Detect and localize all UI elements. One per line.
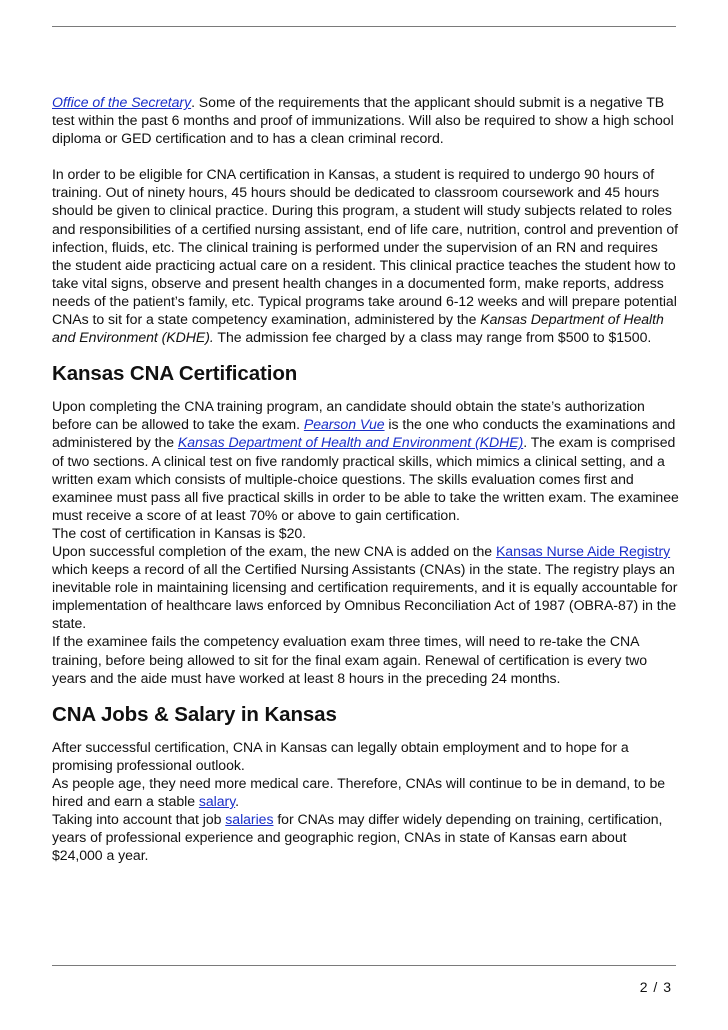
heading-kansas-cna-certification: Kansas CNA Certification bbox=[52, 362, 298, 386]
admission-fee-text: The admission fee charged by a class may range from $500 to $1500. bbox=[213, 329, 652, 346]
paragraph-salaries bbox=[52, 810, 680, 864]
requirements-text: . Some of the requirements that the applicant should submit is a negative TB test within the past 6 months and proof of immunizations. Will also be required to show a high school diploma or GED certification and to has a clean criminal record. bbox=[52, 94, 674, 147]
training-text: In order to be eligible for CNA certification in Kansas, a student is required to undergo 90 hours of training. Out of ninety hours, 45 hours should be dedicated to classroom coursework and 45 hours should be given to clinical practice. During this program, a student will study subjects related to roles and responsibilities of a certified nursing assistant, end of life care, nutrition, control and prevention of infection, fluids, etc. The clinical training is performed under the supervision of an RN and requires the student aide practicing actual care on a resident. This clinical practice teaches the student how to take vital signs, observe and present health changes in a documented form, make reports, address needs of the patient’s family, etc. Typical programs take around 6-12 weeks and will prepare potential CNAs to sit for a state competency examination, administered by the bbox=[52, 166, 678, 328]
link-pearson-vue[interactable]: Pearson Vue bbox=[303, 416, 385, 433]
demand-period: . bbox=[235, 793, 240, 809]
heading-gap bbox=[52, 386, 680, 397]
salaries-text-a: Taking into account that job bbox=[52, 811, 226, 828]
demand-text: As people age, they need more medical care. Therefore, CNAs will continue to be in demand, to be hired and earn a stable bbox=[52, 774, 666, 809]
heading-cna-jobs-salary: CNA Jobs & Salary in Kansas bbox=[52, 702, 337, 726]
paragraph-cost: The cost of certification in Kansas is $20. bbox=[52, 524, 307, 541]
link-kansas-nurse-aide-registry[interactable]: Kansas Nurse Aide Registry bbox=[495, 542, 671, 559]
footer-rule bbox=[52, 965, 676, 966]
paragraph-gap bbox=[52, 147, 680, 165]
page-body bbox=[52, 93, 680, 864]
header-rule bbox=[52, 26, 676, 27]
cert-text-a: Upon completing the CNA training program, an candidate should obtain the state’s authorization before can be allowed to take the exam. bbox=[52, 398, 645, 433]
registry-text-a: Upon successful completion of the exam, the new CNA is added on the bbox=[52, 542, 496, 559]
paragraph-employment: After successful certification, CNA in Kansas can legally obtain employment and to hope for a promising professional outlook. bbox=[52, 738, 629, 773]
page-number: 2 / 3 bbox=[639, 979, 672, 995]
link-salary[interactable]: salary bbox=[198, 793, 236, 809]
registry-text-b: which keeps a record of all the Certified Nursing Assistants (CNAs) in the state. The registry plays an inevitable role in maintaining licensing and certification requirements, and it is equally accountable for implementation of healthcare laws enforced by Omnibus Reconciliation Act of 1987 (OBRA-87) in the state. bbox=[52, 561, 678, 632]
link-salaries[interactable]: salaries bbox=[225, 811, 274, 828]
section-gap bbox=[52, 346, 680, 362]
paragraph-certification bbox=[52, 397, 680, 524]
paragraph-registry bbox=[52, 542, 680, 632]
kdhe-italic-text: Kansas Department of Health and Environment (KDHE). bbox=[52, 311, 664, 346]
cert-text-c: . The exam is comprised of two sections. A clinical test on five randomly practical skills, which mimics a clinical setting, and a written exam which consists of multiple-choice questions. The skills evaluation comes first and examinee must pass all five practical skills in order to be able to take the written exam. The examinee must receive a score of at least 70% or above to gain certification. bbox=[52, 434, 679, 523]
paragraph-demand bbox=[52, 774, 680, 810]
cert-text-b: is the one who conducts the examinations and administered by the bbox=[52, 416, 676, 451]
salaries-text-b: for CNAs may differ widely depending on training, certification, years of professional experience and geographic region, CNAs in state of Kansas earn about $24,000 a year. bbox=[52, 811, 663, 864]
section-gap bbox=[52, 687, 680, 703]
link-kdhe[interactable]: Kansas Department of Health and Environment (KDHE) bbox=[177, 434, 524, 451]
paragraph-renewal: If the examinee fails the competency evaluation exam three times, will need to re-take the CNA training, before being allowed to sit for the final exam again. Renewal of certification is every two years and the aide must have worked at least 8 hours in the preceding 24 months. bbox=[52, 633, 648, 686]
paragraph-requirements bbox=[52, 93, 680, 147]
heading-gap bbox=[52, 727, 680, 738]
link-office-of-the-secretary[interactable]: Office of the Secretary bbox=[52, 94, 192, 110]
paragraph-training bbox=[52, 165, 680, 346]
